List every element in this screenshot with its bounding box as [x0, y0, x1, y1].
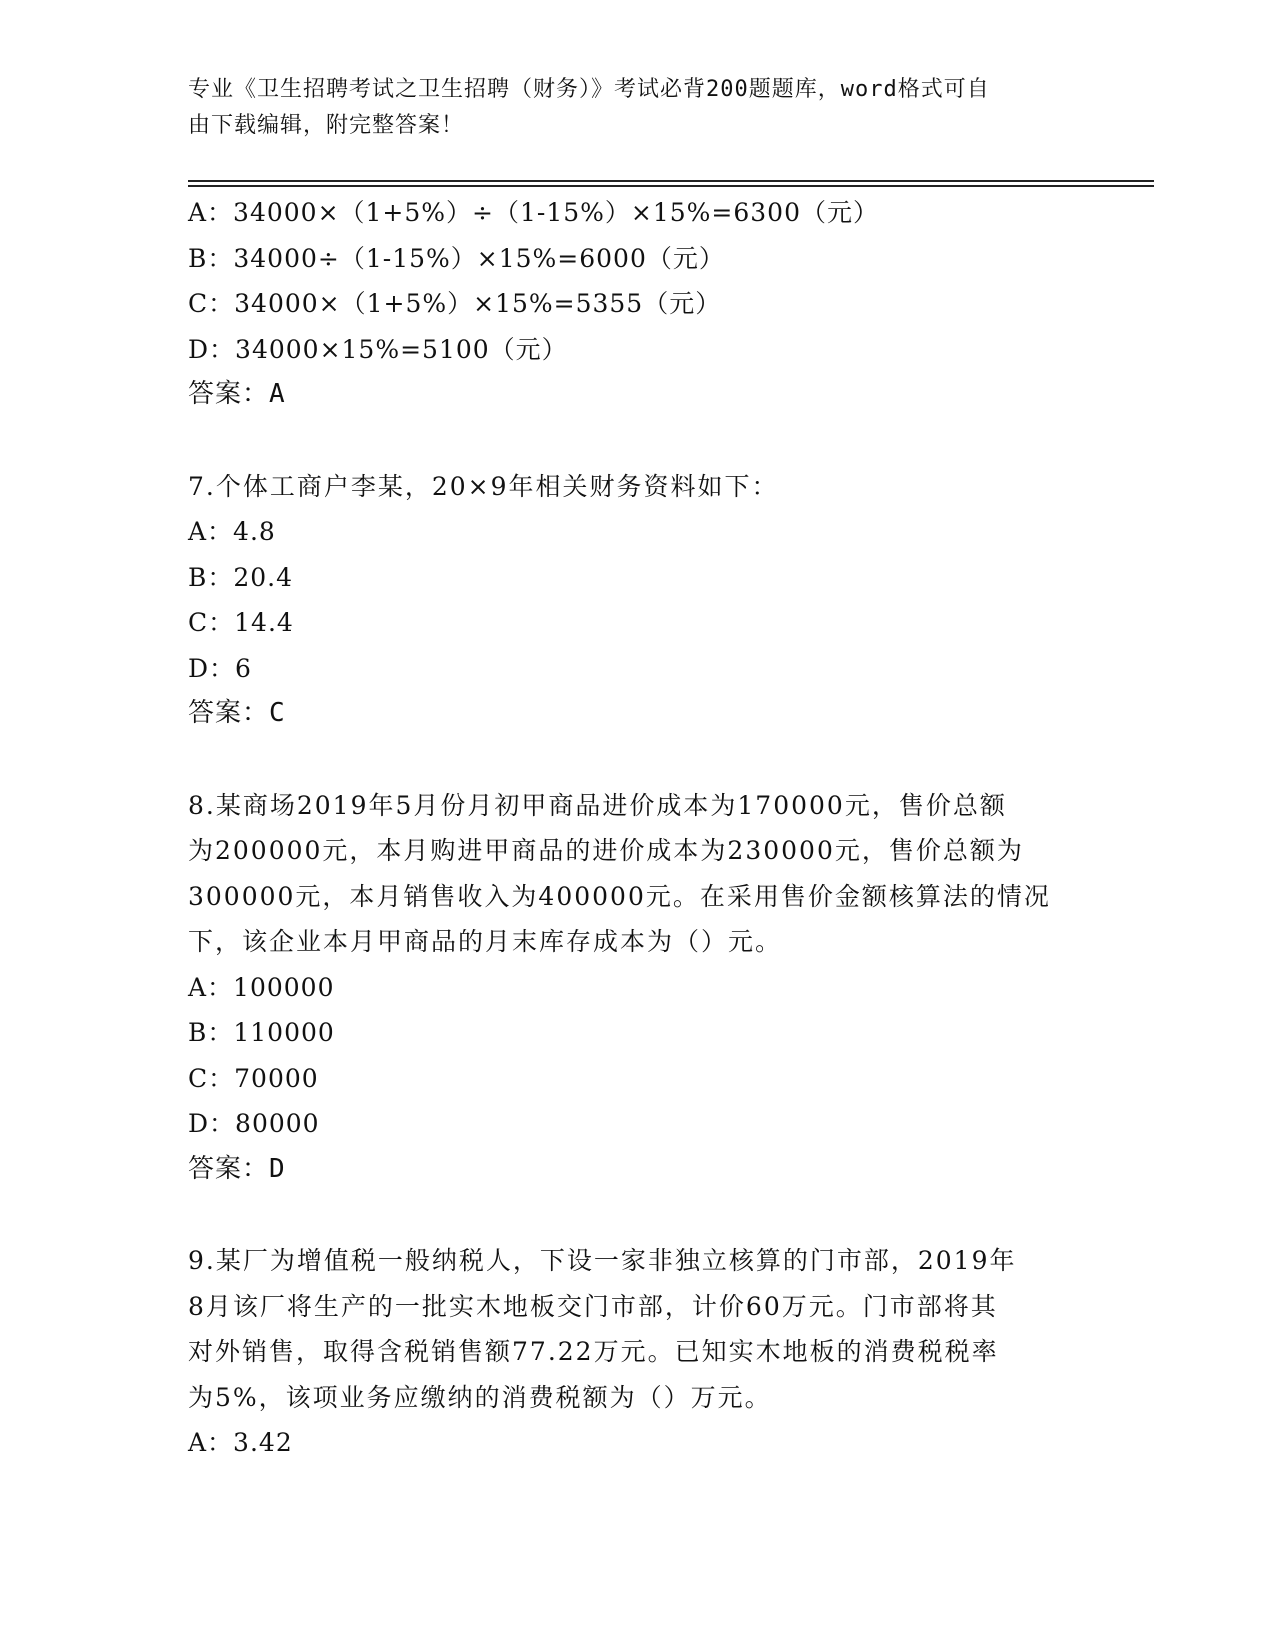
question-stem-line: 下，该企业本月甲商品的月末库存成本为（）元。: [188, 927, 783, 956]
question-stem: 7.个体工商户李某，20×9年相关财务资料如下：: [188, 471, 779, 501]
question-stem-line: 8月该厂将生产的一批实木地板交门市部，计价60万元。门市部将其: [188, 1291, 998, 1321]
header-rule-bottom: [188, 185, 1154, 187]
option-b: B：20.4: [188, 562, 294, 592]
option-d: D：80000: [188, 1109, 320, 1138]
header-line-1: 专业《卫生招聘考试之卫生招聘（财务）》考试必背200题题库，word格式可自: [188, 77, 990, 102]
question-stem-line: 8.某商场2019年5月份月初甲商品进价成本为170000元，售价总额: [188, 790, 1007, 820]
question-gap: [188, 1192, 1088, 1238]
question-6: [188, 190, 1088, 418]
option-c: C：14.4: [188, 608, 294, 637]
question-8: [188, 783, 1088, 1193]
answer: 答案：D: [188, 1153, 286, 1184]
option-d: D：34000×15%=5100（元）: [188, 334, 568, 364]
question-stem-line: 为200000元，本月购进甲商品的进价成本为230000元，售价总额为: [188, 836, 1024, 865]
question-9: [188, 1238, 1088, 1466]
header-rule-top: [188, 180, 1154, 182]
header-line-2: 由下载编辑，附完整答案！: [188, 113, 465, 138]
document-header: [188, 72, 1068, 144]
answer: 答案：C: [188, 698, 286, 728]
option-a: A：3.42: [188, 1428, 293, 1457]
question-7: [188, 464, 1088, 737]
option-b: B：110000: [188, 1018, 335, 1047]
option-a: A：4.8: [188, 517, 276, 546]
question-gap: [188, 418, 1088, 464]
option-d: D：6: [188, 653, 252, 683]
option-a: A：100000: [188, 972, 335, 1002]
option-c: C：34000×（1+5%）×15%=5355（元）: [188, 289, 722, 318]
question-stem-line: 9.某厂为增值税一般纳税人，下设一家非独立核算的门市部，2019年: [188, 1246, 1017, 1275]
option-a: A：34000×（1+5%）÷（1-15%）×15%=6300（元）: [188, 198, 879, 227]
answer: 答案：A: [188, 379, 286, 409]
question-stem-line: 300000元，本月销售收入为400000元。在采用售价金额核算法的情况: [188, 881, 1051, 911]
question-stem-line: 对外销售，取得含税销售额77.22万元。已知实木地板的消费税税率: [188, 1337, 999, 1366]
option-c: C：70000: [188, 1063, 319, 1093]
option-b: B：34000÷（1-15%）×15%=6000（元）: [188, 243, 725, 273]
question-list: [188, 190, 1088, 1466]
question-gap: [188, 737, 1088, 783]
question-stem-line: 为5%，该项业务应缴纳的消费税额为（）万元。: [188, 1382, 772, 1412]
